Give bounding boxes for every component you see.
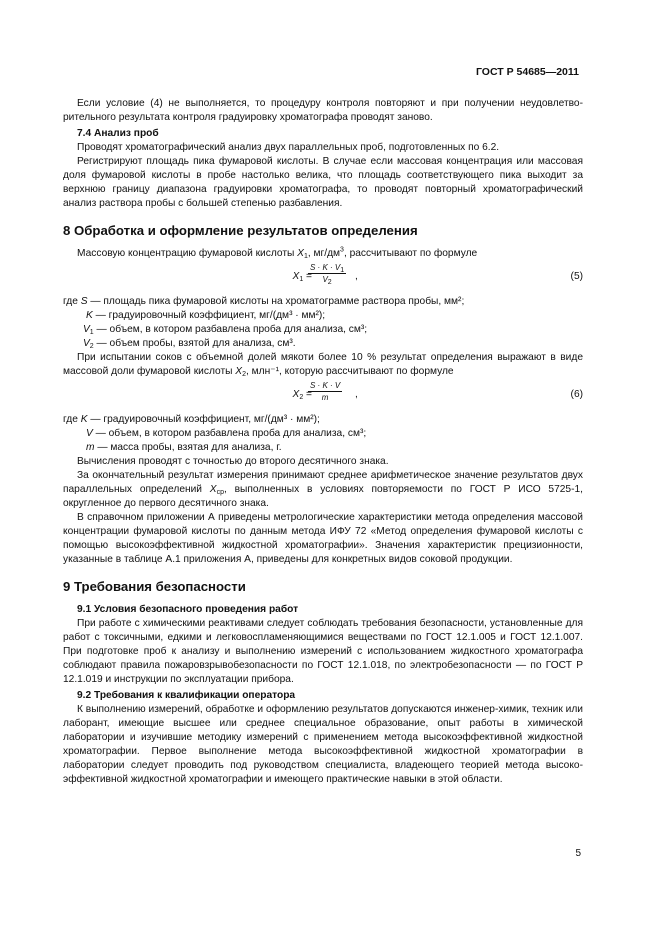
formula-6-number: (6) [570, 389, 583, 400]
standard-header: ГОСТ Р 54685—2011 [475, 66, 579, 78]
formula-6: $X_2$ = $\frac{S \cdot K \cdot V}{m}$ , (6) [292, 381, 583, 402]
formula-5-number: (5) [570, 271, 583, 282]
formula-6-fraction: $\frac{S \cdot K \cdot V}{m}$ [310, 381, 341, 402]
section-8-intro: Массовую концентрацию фумаровой кислоты $X_1$, $мг/дм^3$, рассчитывают по формуле [77, 246, 478, 260]
formula-6-definitions [63, 413, 583, 455]
definition-line: V — объем, в котором разбавлена проба для анализа, см³; [86, 428, 367, 439]
section-8-final-result: За окончательный результат измерения принимают среднее арифметическое значение результатов двух параллельных определений $X_{ср}$, выполненных в условиях повторяемости по ГОСТ Р ИСО 5725-1, округленное до первого десятичного знака. [63, 470, 583, 509]
definition-line: $V_1$ — объем, в котором разбавлена проба для анализа, см³; [83, 324, 368, 336]
section-7-4-title: 7.4 Анализ проб [77, 128, 159, 139]
section-7-4-paragraph-1: Проводят хроматографический анализ двух параллельных проб, подготовленных по 6.2. [77, 142, 500, 153]
paragraph-repeat-control: Если условие (4) не выполняется, то процедуру контроля повторяют и при получении неудовлетворительного результата контроля градуировку хроматографа проводят заново. [63, 98, 583, 123]
section-9-1-text: При работе с химическими реактивами следует соблюдать требования безопасности, установленные для работ с токсичными, едкими и легковоспламеняющимися веществами по ГОСТ 12.1.005 и ГОСТ 12.1.007. При подготовке проб к анализу и выполнению измерений с использованием жидкостного хроматографа соблюдают правила пожаровзрывобезопасности по ГОСТ 12.1.018, по электробезопасности — по ГОСТ Р 12.1.019 и инструкции по эксплуатации прибора. [63, 618, 583, 685]
definition-line: $V_2$ — объем пробы, взятой для анализа, см³. [83, 338, 296, 350]
definition-line: где S — площадь пика фумаровой кислоты на хроматограмме раствора пробы, мм²; [63, 296, 465, 307]
formula-5-definitions [63, 295, 583, 351]
definition-line: m — масса пробы, взятая для анализа, г. [86, 442, 282, 453]
section-7-4-paragraph-2: Регистрируют площадь пика фумаровой кислоты. В случае если массовая концентрация или массовая доля фумаровой кислоты в пробе настолько велика, что площадь соответствующего пика выходит за верхнюю границу диапазона градуировки хроматографа, то проводят повторный хроматографический анализ раствора пробы с большей степенью разбавления. [63, 156, 583, 209]
formula-5-fraction: $\frac{S \cdot K \cdot V_1}{V_2}$ [310, 263, 345, 286]
section-9-2-text: К выполнению измерений, обработке и оформлению результатов допускаются инженер-химик, техник или лаборант, имеющие высшее или среднее специальное образование, опыт работы в химической лаборатории и изучившие методику измерений с применением метода высокоэффективной жидкостной хроматографии. Первое выполнение метода высокоэффективной жидкостной хроматографии в лаборатории следует проводить под руководством специалиста, владеющего теорией метода высокоэффективной жидкостной хроматографии и имеющего практические навыки в этой области. [63, 704, 583, 785]
formula-5: $X_1$ = $\frac{S \cdot K \cdot V_1}{V_2}$ , (5) [292, 263, 583, 286]
section-9-2-title: 9.2 Требования к квалификации оператора [77, 690, 296, 701]
definition-line: K — градуировочный коэффициент, мг/(дм³ · мм²); [86, 310, 326, 321]
section-8-title: 8 Обработка и оформление результатов определения [63, 223, 418, 238]
formula-5-lhs: $X_1$ = [292, 271, 312, 283]
formula-6-lhs: $X_2$ = [292, 389, 312, 401]
section-9-1-title: 9.1 Условия безопасного проведения работ [77, 604, 299, 615]
definition-line: где K — градуировочный коэффициент, мг/(дм³ · мм²); [63, 414, 320, 425]
page-number: 5 [575, 848, 581, 859]
section-9-title: 9 Требования безопасности [63, 579, 246, 594]
section-8-calc-precision: Вычисления проводят с точностью до второго десятичного знака. [77, 456, 389, 467]
page-content [63, 97, 583, 787]
section-8-annex-reference: В справочном приложении А приведены метрологические характеристики метода определения массовой концентрации фумаровой кислоты по данным метода ИФУ 72 «Метод определения фумаровой кислоты с помощью высокоэффективной жидкостной хроматографии». Значения характеристик прецизионности, указанные в таблице А.1 приложения А, приведены для конкретных видов соковой продукции. [63, 512, 583, 565]
section-8-juice-paragraph: При испытании соков с объемной долей мякоти более 10 % результат определения выражают в виде массовой доли фумаровой кислоты $X_2$, млн⁻¹, которую рассчитывают по формуле [63, 352, 583, 378]
